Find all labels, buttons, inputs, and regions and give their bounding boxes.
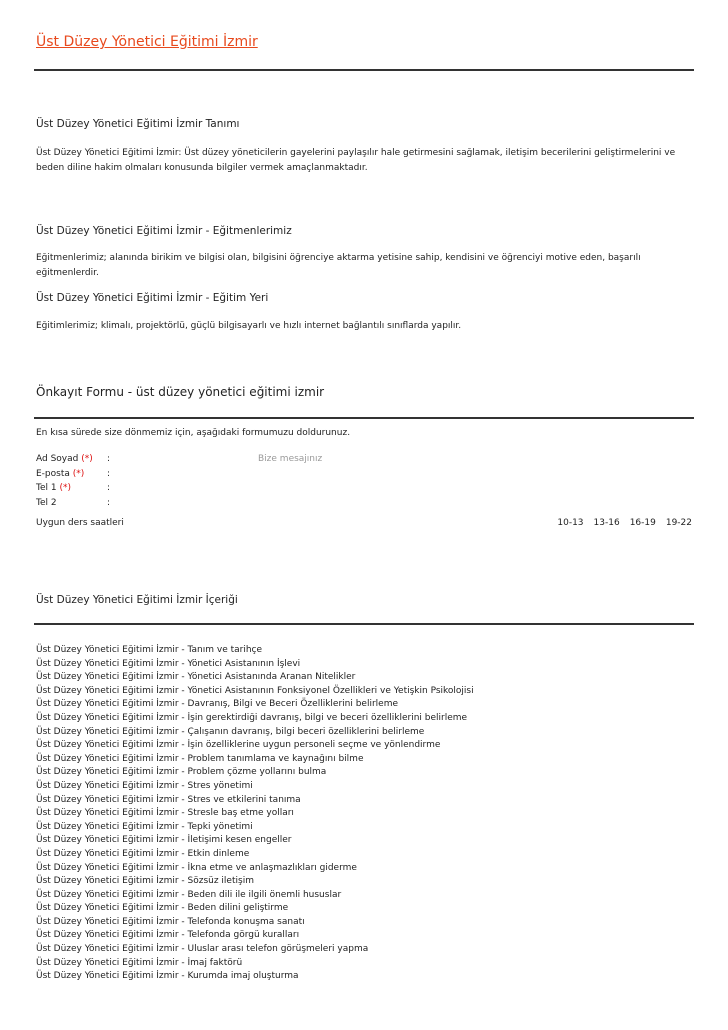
list-item: Üst Düzey Yönetici Eğitimi İzmir - Tepki yönetimi (36, 821, 253, 832)
list-item: Üst Düzey Yönetici Eğitimi İzmir - İşin özelliklerine uygun personeli seçme ve yönlendirme (36, 740, 441, 751)
list-item: Üst Düzey Yönetici Eğitimi İzmir - Yönetici Asistanının İşlevi (36, 658, 301, 669)
content-divider (34, 623, 694, 625)
form-field-label: Tel 2 (36, 497, 57, 508)
list-item: Üst Düzey Yönetici Eğitimi İzmir - Stresle baş etme yolları (36, 808, 294, 819)
list-item: Üst Düzey Yönetici Eğitimi İzmir - Stres yönetimi (36, 780, 253, 791)
list-item: Üst Düzey Yönetici Eğitimi İzmir - Davranış, Bilgi ve Beceri Özelliklerini belirleme (36, 699, 398, 710)
list-item: Üst Düzey Yönetici Eğitimi İzmir - Kurumda imaj oluşturma (36, 971, 299, 982)
list-item: Üst Düzey Yönetici Eğitimi İzmir - Beden dilini geliştirme (36, 903, 289, 914)
list-item: Üst Düzey Yönetici Eğitimi İzmir - Etkin dinleme (36, 848, 250, 859)
required-mark: (*) (81, 454, 93, 464)
hours-options (547, 518, 692, 528)
required-mark: (*) (72, 468, 85, 479)
hour-option-13-16[interactable]: 13-16 (593, 518, 620, 528)
location-heading: Üst Düzey Yönetici Eğitimi İzmir - Eğitim Yeri (36, 292, 269, 304)
form-field-label: Tel 1 (*) (36, 483, 71, 493)
hour-option-16-19[interactable]: 16-19 (629, 518, 656, 528)
list-item: Üst Düzey Yönetici Eğitimi İzmir - Problem çözme yollarını bulma (36, 767, 327, 778)
definition-text: Üst Düzey Yönetici Eğitimi İzmir: Üst düzey yöneticilerin gayelerini paylaşılır hale getirmesini sağlamak, iletişim becerilerini geliştirmelerini ve beden diline hakim olmaları konusunda bilgiler vermek amaçlanmaktadır. (36, 148, 676, 173)
list-item: Üst Düzey Yönetici Eğitimi İzmir - İmaj faktörü (36, 957, 243, 968)
content-list (36, 644, 474, 984)
hour-option-10-13[interactable]: 10-13 (557, 518, 584, 528)
list-item: Üst Düzey Yönetici Eğitimi İzmir - Sözsüz iletişim (36, 876, 254, 887)
list-item: Üst Düzey Yönetici Eğitimi İzmir - İletişimi kesen engeller (36, 835, 292, 846)
form-field-input[interactable]: : (107, 468, 111, 479)
list-item: Üst Düzey Yönetici Eğitimi İzmir - Stres ve etkilerini tanıma (36, 794, 301, 805)
list-item: Üst Düzey Yönetici Eğitimi İzmir - İşin gerektirdiği davranış, bilgi ve beceri özelliklerini belirleme (36, 712, 468, 723)
hours-label: Uygun ders saatleri (36, 518, 124, 528)
form-field-input[interactable]: : (107, 497, 111, 508)
page-title-link[interactable]: Üst Düzey Yönetici Eğitimi İzmir (36, 34, 258, 50)
list-item: Üst Düzey Yönetici Eğitimi İzmir - Uluslar arası telefon görüşmeleri yapma (36, 944, 369, 955)
trainers-heading: Üst Düzey Yönetici Eğitimi İzmir - Eğitmenlerimiz (36, 225, 292, 237)
list-item: Üst Düzey Yönetici Eğitimi İzmir - Beden dili ile ilgili önemli hususlar (36, 889, 342, 900)
form-intro: En kısa sürede size dönmemiz için, aşağıdaki formumuzu doldurunuz. (36, 428, 351, 438)
list-item: Üst Düzey Yönetici Eğitimi İzmir - Problem tanımlama ve kaynağını bilme (36, 753, 364, 764)
message-textarea[interactable]: Bize mesajınız (258, 454, 323, 464)
list-item: Üst Düzey Yönetici Eğitimi İzmir - Çalışanın davranış, bilgi beceri özelliklerini belirleme (36, 726, 425, 737)
list-item: Üst Düzey Yönetici Eğitimi İzmir - Yönetici Asistanında Aranan Nitelikler (36, 672, 356, 683)
list-item: Üst Düzey Yönetici Eğitimi İzmir - Telefonda görgü kuralları (36, 930, 300, 941)
list-item: Üst Düzey Yönetici Eğitimi İzmir - Yönetici Asistanının Fonksiyonel Özellikleri ve Yetişkin Psikolojisi (36, 685, 474, 696)
required-mark: (*) (59, 483, 71, 493)
hour-option-19-22[interactable]: 19-22 (665, 518, 692, 528)
form-field-input[interactable]: : (107, 483, 111, 493)
content-heading: Üst Düzey Yönetici Eğitimi İzmir İçeriği (36, 594, 238, 606)
trainers-text: Eğitmenlerimiz; alanında birikim ve bilgisi olan, bilgisini öğrenciye aktarma yetisine sahip, kendisini ve öğrenciyi motive eden, başarılı eğitmenlerdir. (36, 253, 641, 278)
form-field-input[interactable]: : (107, 454, 111, 464)
list-item: Üst Düzey Yönetici Eğitimi İzmir - İkna etme ve anlaşmazlıkları giderme (36, 862, 357, 873)
form-field-label: E-posta (*) (36, 468, 85, 479)
definition-heading: Üst Düzey Yönetici Eğitimi İzmir Tanımı (36, 118, 240, 130)
list-item: Üst Düzey Yönetici Eğitimi İzmir - Telefonda konuşma sanatı (36, 916, 305, 927)
form-field-label: Ad Soyad (*) (36, 454, 93, 464)
list-item: Üst Düzey Yönetici Eğitimi İzmir - Tanım ve tarihçe (36, 645, 263, 655)
location-text: Eğitimlerimiz; klimalı, projektörlü, güçlü bilgisayarlı ve hızlı internet bağlantılı sınıflarda yapılır. (36, 321, 462, 331)
header-divider (34, 69, 694, 71)
form-divider (34, 417, 694, 419)
form-title: Önkayıt Formu - üst düzey yönetici eğitimi izmir (36, 385, 325, 399)
